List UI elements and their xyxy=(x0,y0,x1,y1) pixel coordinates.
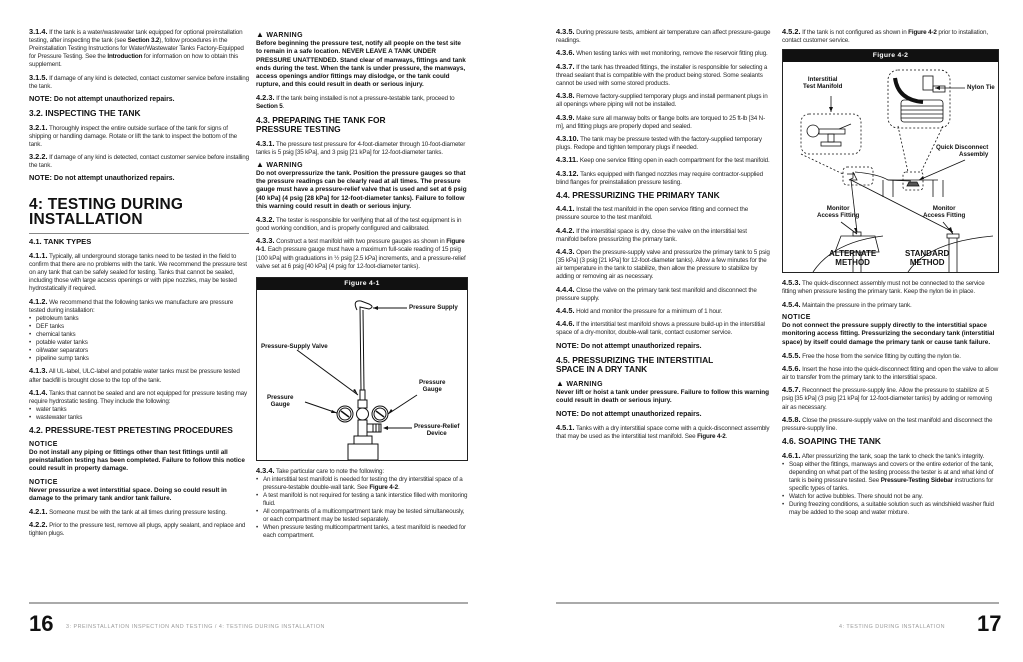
figure-4-2-link[interactable]: Figure 4-2 xyxy=(908,29,937,36)
paragraph-4-3-11: 4.3.11. Keep one service fitting open in each compartment for the test manifold. xyxy=(556,155,770,165)
left-page xyxy=(0,0,511,662)
warning-box xyxy=(256,161,468,211)
right-column-1 xyxy=(556,28,771,446)
right-page xyxy=(511,0,1023,662)
list-item: • wastewater tanks xyxy=(29,414,249,422)
warning-icon: ▲ xyxy=(556,378,565,388)
paragraph-4-3-7: 4.3.7. If the tank has threaded fittings, the installer is responsible for selecting a thread sealant that is compatible with the product being stored. Some sealants cannot be used with some stored products. xyxy=(556,61,768,87)
notice-text: Do not install any piping or fittings other than test fittings until all preinstallation testing has been completed. Failure to follow this notice could result in property damage. xyxy=(29,448,245,473)
list-item: • potable water tanks xyxy=(29,339,249,347)
paragraph-4-4-2: 4.4.2. If the interstitial space is dry, close the valve on the interstitial test manifold before pressurizing the primary tank. xyxy=(556,225,747,243)
warning-label: WARNING xyxy=(266,161,303,169)
figure-4-1-link[interactable]: Figure 4-1 xyxy=(256,238,465,254)
tank-list xyxy=(29,315,249,364)
paragraph-4-5-5: 4.5.5. Free the hose from the service fitting by cutting the nylon tie. xyxy=(782,350,961,360)
page-divider-rule xyxy=(556,602,999,604)
label-pressure-relief-device: Pressure-Relief Device xyxy=(414,422,460,437)
list-item: • During freezing conditions, a suitable solution such as windshield washer fluid may be added to the soap and water mixture. xyxy=(782,501,999,517)
paragraph-4-3-2: 4.3.2. The tester is responsible for verifying that all of the test equipment is in good working condition, and is properly configured and calibrated. xyxy=(256,214,462,233)
page-number: 17 xyxy=(977,611,1002,636)
figure-4-2-link[interactable]: Figure 4-2 xyxy=(369,483,398,491)
paragraph-4-3-5: 4.3.5. During pressure tests, ambient air temperature can affect pressure-gauge readings. xyxy=(556,27,771,45)
figure-4-2 xyxy=(782,49,999,273)
label-pressure-supply-valve: Pressure-Supply Valve xyxy=(261,342,328,350)
list-item: • DEF tanks xyxy=(29,323,249,331)
note-unauthorized-repairs: NOTE: Do not attempt unauthorized repairs. xyxy=(556,409,702,419)
paragraph-4-2-1: 4.2.1. Someone must be with the tank at all times during pressure testing. xyxy=(29,507,227,517)
figure-4-1 xyxy=(256,277,468,461)
note-unauthorized-repairs: NOTE: Do not attempt unauthorized repairs. xyxy=(29,94,175,104)
heading-4-1: 4.1. TANK TYPES xyxy=(29,237,92,247)
paragraph-3-1-4: 3.1.4. If the tank is a water/wastewater tank equipped for optional preinstallation testing, after inspecting the tank (see Section 3.2), follow procedures in the Preinstallation Testing Instructions for Water/Wastewater Tanks Factory-Equipped for Pressure Testing. See the Introduction for information on how to obtain this supplement. xyxy=(29,27,244,69)
paragraph-4-5-8: 4.5.8. Close the pressure-supply valve on the test manifold and disconnect the pressure-supply line. xyxy=(782,414,993,432)
figure-title: Figure 4-2 xyxy=(783,50,998,62)
hydrostatic-list xyxy=(29,406,249,422)
label-standard-method: STANDARD METHOD xyxy=(905,249,950,267)
paragraph-4-6-1: 4.6.1. After pressurizing the tank, soap the tank to check the tank's integrity. • Soap either the fittings, manways and covers or the entire exterior of the tank, depending on what part of the testing process the tester is at and what kind of tank is being pressure tested. See Pressure-Testing Sidebar instructions for specific types of tanks. • Watch for active bubbles. There should not be any. • During freezing conditions, a suitable solution such as windshield washer fluid may be added to the soap and water mixture. xyxy=(782,452,999,518)
soaping-list xyxy=(782,461,999,518)
warning-icon: ▲ xyxy=(256,159,265,169)
heading-4-2: 4.2. PRESSURE-TEST PRETESTING PROCEDURES xyxy=(29,425,233,436)
paragraph-4-3-1: 4.3.1. The pressure test pressure for 4-foot-diameter through 10-foot-diameter tanks is 5 psig [35 kPa], and 3 psig [21 kPa] for 12-foot-diameter tanks. xyxy=(256,138,466,156)
paragraph-4-3-10: 4.3.10. The tank may be pressure tested with the factory-supplied temporary plugs. Redope and tighten temporary plugs if needed. xyxy=(556,133,762,151)
interstitial-manifold-illustration xyxy=(783,62,998,272)
paragraph-4-1-4: 4.1.4. Tanks that cannot be sealed and are not equipped for pressure testing may require hydrostatic testing. They include the following: • water tanks • wastewater tanks xyxy=(29,389,249,422)
paragraph-4-4-1: 4.4.1. Install the test manifold in the open service fitting and connect the pressure source to the test manifold. xyxy=(556,204,749,222)
heading-4-3: 4.3. PREPARING THE TANK FOR PRESSURE TESTING xyxy=(256,114,386,135)
paragraph-4-2-3: 4.2.3. If the tank being installed is not a pressure-testable tank, proceed to Section 5. xyxy=(256,93,455,111)
paragraph-3-2-1: 3.2.1. Thoroughly inspect the entire outside surface of the tank for signs of shipping or handling damage. Rotate or lift the tank to inspect the bottom of the tank. xyxy=(29,122,238,148)
notice-box xyxy=(29,479,249,504)
list-item: • A test manifold is not required for testing a tank interstice filled with monitoring fluid. xyxy=(256,492,468,508)
paragraph-4-2-2: 4.2.2. Prior to the pressure test, remove all plugs, apply sealant, and replace and tighten plugs. xyxy=(29,520,246,538)
care-list xyxy=(256,476,468,541)
warning-icon: ▲ xyxy=(256,30,265,39)
warning-text: Do not overpressurize the tank. Position the pressure gauges so that the pressure readings can be clearly read at all times. The pressure gauge must have a pressure-relief valve that is used and set at 6 psig [40 kPa] (4 psig [28 kPa] for 12-foot-diameter tanks). Failure to follow this warning could result in death or serious injury. xyxy=(256,169,467,210)
paragraph-4-3-12: 4.3.12. Tanks equipped with flanged nozzles may require contractor-supplied blind flanges for preinstallation pressure testing. xyxy=(556,168,763,186)
paragraph-4-3-3: 4.3.3. Construct a test manifold with two pressure gauges as shown in Figure 4-1. Each pressure gauge must have a maximum full-scale reading of 15 psig [100 kPa] with graduations in ½ psig [2.5 kPa] increments, and a pressure-relief valve set at 6 psig [40 kPa] (4 psig for 12-foot-diameter tanks). xyxy=(256,236,466,270)
label-nylon-tie: Nylon Tie xyxy=(967,84,995,92)
label-pressure-gauge-left: Pressure Gauge xyxy=(267,393,294,408)
note-unauthorized-repairs: NOTE: Do not attempt unauthorized repairs. xyxy=(29,173,175,183)
list-item: • Watch for active bubbles. There should not be any. xyxy=(782,493,999,501)
paragraph-4-5-4: 4.5.4. Maintain the pressure in the primary tank. xyxy=(782,299,912,309)
figure-title: Figure 4-1 xyxy=(257,278,467,290)
paragraph-4-5-7: 4.5.7. Reconnect the pressure-supply line. Allow the pressure to stabilize at 5 psig [35 kPa] (3 psig [21 kPa] for 12-foot-diameter tanks) by adding or removing air as necessary. xyxy=(782,385,992,411)
paragraph-4-4-5: 4.4.5. Hold and monitor the pressure for a minimum of 1 hour. xyxy=(556,306,723,315)
paragraph-4-4-6: 4.4.6. If the interstitial test manifold shows a pressure build-up in the interstitial space of a dry-monitor, double-wall tank, contact customer service. xyxy=(556,319,765,337)
paragraph-4-5-2: 4.5.2. If the tank is not configured as shown in Figure 4-2 prior to installation, contact customer service. xyxy=(782,27,988,45)
warning-label: WARNING xyxy=(566,380,603,388)
paragraph-3-1-5: 3.1.5. If damage of any kind is detected, contact customer service before installing the tank. xyxy=(29,72,249,90)
label-alternate-method: ALTERNATE METHOD xyxy=(829,249,877,267)
pressure-testing-sidebar-link[interactable]: Pressure-Testing Sidebar xyxy=(880,476,953,484)
page-number: 16 xyxy=(29,611,54,636)
notice-text: Never pressurize a wet interstitial space. Doing so could result in damage to the primary tank and/or tank failure. xyxy=(29,486,227,502)
label-monitor-access-fitting-left: Monitor Access Fitting xyxy=(817,205,860,220)
heading-4-5: 4.5. PRESSURIZING THE INTERSTITIAL SPACE IN A DRY TANK xyxy=(556,354,714,375)
left-column-2 xyxy=(256,28,468,545)
list-item: • An interstitial test manifold is needed for testing the dry interstitial space of a pressure-testable double-wall tank. See Figure 4-2. xyxy=(256,476,468,492)
paragraph-4-4-4: 4.4.4. Close the valve on the primary tank test manifold and disconnect the pressure supply. xyxy=(556,284,757,302)
label-monitor-access-fitting-right: Monitor Access Fitting xyxy=(923,205,966,220)
list-item: • water tanks xyxy=(29,406,249,414)
warning-text: Before beginning the pressure test, notify all people on the test site to remain in a safe location. NEVER LEAVE A TANK UNDER PRESSURE UNATTENDED. Stand clear of manways, fittings and tank ends during the test. When the tank is under pressure, the manways, access openings and/or fittings may dislodge, or the tank could rupture, and this could result in death or serious injury. xyxy=(256,40,466,89)
label-pressure-supply: Pressure Supply xyxy=(409,303,458,311)
paragraph-4-1-1: 4.1.1. Typically, all underground storage tanks need to be tested in the field to confirm that there are no problems with the tank. We recommend the pressure test on any tank that can be safely sealed for testing. Tanks that cannot be sealed, including those with large access openings or with pipe nozzles, may be tested hydrostatically if required. xyxy=(29,250,247,293)
paragraph-4-1-2: 4.1.2. We recommend that the following tanks we manufacture are pressure tested during installation: • petroleum tanks • DEF tanks • chemical tanks • potable water tanks • oil/water separators • pipeline sump tanks xyxy=(29,298,249,364)
list-item: • oil/water separators xyxy=(29,347,249,355)
paragraph-4-3-9: 4.3.9. Make sure all manway bolts or flange bolts are torqued to 25 ft-lb [34 N-m], and fitting plugs are properly doped and sealed. xyxy=(556,112,766,130)
paragraph-4-4-3: 4.4.3. Open the pressure-supply valve and pressurize the primary tank to 5 psig [35 kPa] (3 psig [21 kPa] for 12-foot-diameter tanks). Allow a few minutes for the air temperature in the tank to stabilize, then allow the pressure to stabilize by adding or removing air as necessary. xyxy=(556,247,770,281)
note-unauthorized-repairs: NOTE: Do not attempt unauthorized repairs. xyxy=(556,340,702,350)
heading-4-4: 4.4. PRESSURIZING THE PRIMARY TANK xyxy=(556,189,720,200)
notice-label: NOTICE xyxy=(29,440,58,448)
list-item: • Soap either the fittings, manways and covers or the entire exterior of the tank, depending on what part of the testing process the tester is at and what kind of tank is being pressure tested. See Pressure-Testing Sidebar instructions for specific types of tanks. xyxy=(782,461,999,493)
paragraph-4-1-3: 4.1.3. All UL-label, ULC-label and potable water tanks must be pressure tested after backfill is brought close to the top of the tank. xyxy=(29,366,240,384)
warning-box xyxy=(556,380,771,406)
paragraph-4-3-4: 4.3.4. Take particular care to note the following: • An interstitial test manifold is needed for testing the dry interstitial space of a pressure-testable double-wall tank. See Figure 4-2. • A test manifold is not required for testing a tank interstice filled with monitoring fluid. • All compartments of a multicompartment tank may be tested simultaneously, or each compartment may be tested separately. • When pressure testing multicompartment tanks, a test manifold is needed for each compartment. xyxy=(256,467,468,541)
paragraph-4-5-6: 4.5.6. Insert the hose into the quick-disconnect fitting and open the valve to allow air to transfer from the primary tank to the interstitial space. xyxy=(782,364,999,382)
notice-label: NOTICE xyxy=(782,314,811,322)
list-item: • petroleum tanks xyxy=(29,315,249,323)
warning-text: Never lift or hoist a tank under pressure. Failure to follow this warning could result in death or serious injury. xyxy=(556,388,770,404)
paragraph-4-5-3: 4.5.3. The quick-disconnect assembly must not be connected to the service fitting when pressure testing the primary tank. Keep the nylon tie in place. xyxy=(782,278,985,296)
notice-text: Do not connect the pressure supply directly to the interstitial space monitoring access fitting. Pressurizing the secondary tank (interstitial space) by itself could damage the primary tank or cause tank failure. xyxy=(782,322,995,346)
section-3-2-link[interactable]: Section 3.2 xyxy=(127,37,160,45)
section-5-link[interactable]: Section 5 xyxy=(256,103,283,111)
chapter-title: 4: TESTING DURING INSTALLATION xyxy=(29,197,249,234)
page-divider-rule xyxy=(29,602,468,604)
notice-label: NOTICE xyxy=(29,478,58,486)
running-footer: 4: TESTING DURING INSTALLATION xyxy=(839,624,946,630)
list-item: • chemical tanks xyxy=(29,331,249,339)
paragraph-4-3-8: 4.3.8. Remove factory-supplied temporary plugs and install permanent plugs in all openings where piping will not be installed. xyxy=(556,91,768,109)
left-column-1 xyxy=(29,28,249,543)
heading-3-2: 3.2. INSPECTING THE TANK xyxy=(29,108,141,119)
label-pressure-gauge-right: Pressure Gauge xyxy=(419,378,446,393)
warning-label: WARNING xyxy=(266,32,303,39)
paragraph-4-5-1: 4.5.1. Tanks with a dry interstitial space come with a quick-disconnect assembly that may be used as the interstitial test manifold. See Figure 4-2. xyxy=(556,423,770,441)
warning-box xyxy=(256,31,468,89)
right-column-2 xyxy=(782,28,999,522)
heading-4-6: 4.6. SOAPING THE TANK xyxy=(782,436,881,447)
introduction-link[interactable]: Introduction xyxy=(107,53,143,61)
notice-box xyxy=(782,314,999,347)
list-item: • All compartments of a multicompartment tank may be tested simultaneously, or each compartment may be tested separately. xyxy=(256,508,468,524)
paragraph-3-2-2: 3.2.2. If damage of any kind is detected, contact customer service before installing the tank. xyxy=(29,152,249,170)
label-quick-disconnect-assembly: Quick Disconnect Assembly xyxy=(936,144,989,159)
label-interstitial-test-manifold: Interstitial Test Manifold xyxy=(803,76,843,91)
notice-box xyxy=(29,441,249,474)
paragraph-4-3-6: 4.3.6. When testing tanks with wet monitoring, remove the reservoir fitting plug. xyxy=(556,48,768,58)
running-footer: 3: PREINSTALLATION INSPECTION AND TESTING / 4: TESTING DURING INSTALLATION xyxy=(66,624,325,630)
list-item: • When pressure testing multicompartment tanks, a test manifold is needed for each compartment. xyxy=(256,524,468,540)
figure-4-2-link[interactable]: Figure 4-2 xyxy=(697,433,726,441)
list-item: • pipeline sump tanks xyxy=(29,355,249,363)
